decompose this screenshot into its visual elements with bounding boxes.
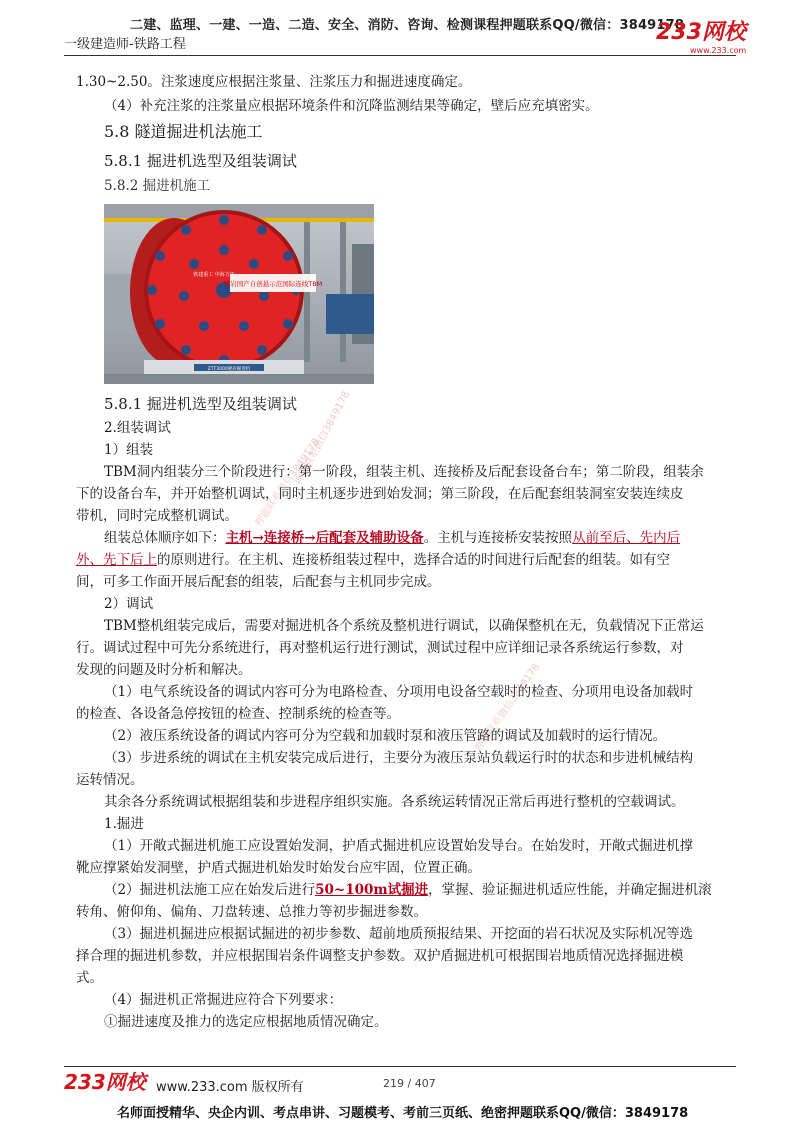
section-heading-5-8-1-repeat: 5.8.1 掘进机选型及组装调试 [104, 395, 297, 413]
text-line: （3）步进系统的调试在主机安装完成后进行，主要分为液压泵站负载运行时的状态和步进机械结构 [104, 750, 694, 766]
brand-logo-bottom: 233网校 [64, 1070, 146, 1094]
text-line: 下的设备台车，并开始整机调试，同时主机逐步进到始发洞；第三阶段，在后配套组装洞室安装连续皮 [76, 486, 684, 502]
section-heading-5-8-1: 5.8.1 掘进机选型及组装调试 [104, 152, 297, 170]
assembly-principle-line [76, 550, 670, 570]
highlight-trial-excavation: 50~100m试掘进 [315, 882, 429, 898]
subheading-assembly: 1）组装 [104, 442, 154, 458]
section-heading-5-8: 5.8 隧道掘进机法施工 [104, 122, 263, 141]
text-line: TBM整机组装完成后，需要对掘进机各个系统及整机进行调试，以确保整机在无，负载情况下正常运 [104, 618, 704, 634]
page-number: 219 / 407 [383, 1077, 436, 1090]
text-line: 的检查、各设备急停按钮的检查、控制系统的检查等。 [76, 706, 400, 722]
text-line: （4）补充注浆的注浆量应根据环境条件和沉降监测结果等确定，壁后应充填密实。 [104, 98, 599, 114]
text-line: 发现的问题及时分析和解决。 [76, 662, 252, 678]
photo-banner-small: 铁建重工 中海力拓 [193, 272, 235, 278]
watermark-3: 押题联系微信3849178 [293, 389, 353, 488]
header-rule [64, 55, 736, 56]
photo-base-label: ZTT3000硬岩掘进机 [207, 367, 251, 372]
watermark-1: 押题联系微信3849178 [253, 436, 323, 529]
watermark-2: 押题联系微信3849178 [473, 661, 543, 754]
tbm-illustration [104, 204, 374, 384]
subheading-commissioning: 2）调试 [104, 596, 154, 612]
text-span: 的原则进行。在主机、连接桥组装过程中，选择合适的时间进行后配套的组装。如有空 [157, 552, 670, 568]
subheading-excavation: 1.掘进 [104, 816, 144, 832]
document-subtitle: 一级建造师-铁路工程 [64, 37, 186, 52]
subheading-assembly-commissioning: 2.组装调试 [104, 420, 171, 436]
tbm-photo [104, 204, 374, 384]
text-line: 靴应撑紧始发洞壁，护盾式掘进机始发时始发台应牢固，位置正确。 [76, 860, 481, 876]
text-line: （1）开敞式掘进机施工应设置始发洞，护盾式掘进机应设置始发导台。在始发时，开敞式掘进机撑 [104, 838, 694, 854]
text-span: 。主机与连接桥安装按照 [423, 530, 573, 546]
text-line: 间，可多工作面开展后配套的组装，后配套与主机同步完成。 [76, 574, 441, 590]
text-line: 其余各分系统调试根据组装和步进程序组织实施。各系统运转情况正常后再进行整机的空载调试。 [104, 794, 685, 810]
text-span: ，掌握、验证掘进机适应性能，并确定掘进机滚 [428, 882, 712, 898]
text-span: 组装总体顺序如下： [104, 530, 226, 546]
assembly-order-line [104, 528, 680, 548]
text-span: （2）掘进机法施工应在始发后进行 [104, 882, 316, 898]
trial-excavation-line [104, 880, 712, 900]
highlight-principle: 从前至后、先内后 [572, 530, 681, 546]
header-promo-text: 二建、监理、一建、一造、二造、安全、消防、咨询、检测课程押题联系QQ/微信：3849178 [130, 18, 685, 33]
text-line: 行。调试过程中可先分系统进行，再对整机运行进行测试，测试过程中应详细记录各系统运行参数，对 [76, 640, 684, 656]
section-heading-5-8-2: 5.8.2 掘进机施工 [104, 178, 211, 194]
text-line: 带机，同时完成整机调试。 [76, 508, 238, 524]
text-line: 1.30~2.50。注浆速度应根据注浆量、注浆压力和掘进速度确定。 [76, 74, 472, 90]
text-line: TBM洞内组装分三个阶段进行：第一阶段，组装主机、连接桥及后配套设备台车；第二阶段，组装余 [104, 464, 704, 480]
brand-logo-top: 233网校 [656, 20, 746, 45]
text-line: （2）液压系统设备的调试内容可分为空载和加载时泵和液压管路的调试及加载时的运行情况。 [104, 728, 667, 744]
text-line: 运转情况。 [76, 772, 144, 788]
footer-copyright: www.233.com 版权所有 [156, 1080, 304, 1095]
text-line: （3）掘进机掘进应根据试掘进的初步参数、超前地质预报结果、开挖面的岩石状况及实际机况等选 [104, 926, 694, 942]
text-line: ①掘进速度及推力的选定应根据地质情况确定。 [104, 1014, 388, 1030]
text-line: 式。 [76, 970, 103, 986]
text-line: 转角、俯仰角、偏角、刀盘转速、总推力等初步掘进参数。 [76, 904, 427, 920]
highlight-assembly-order: 主机→连接桥→后配套及辅助设备 [225, 530, 424, 546]
text-line: 择合理的掘进机参数，并应根据围岩条件调整支护参数。双护盾掘进机可根据围岩地质情况选择掘进模 [76, 948, 684, 964]
text-line: （1）电气系统设备的调试内容可分为电路检查、分项用电设备空载时的检查、分项用电设备加载时 [104, 684, 694, 700]
brand-logo-url: www.233.com [690, 46, 747, 55]
highlight-principle-cont: 外、先下后上 [76, 552, 157, 568]
text-line: （4）掘进机正常掘进应符合下列要求： [104, 992, 343, 1008]
photo-banner-text: 硬岩国产自创悬示范国际连线TBM [223, 280, 323, 288]
footer-rule [64, 1066, 736, 1067]
footer-promo-text: 名师面授精华、央企内训、考点串讲、习题模考、考前三页纸、绝密押题联系QQ/微信：3849178 [117, 1106, 689, 1121]
